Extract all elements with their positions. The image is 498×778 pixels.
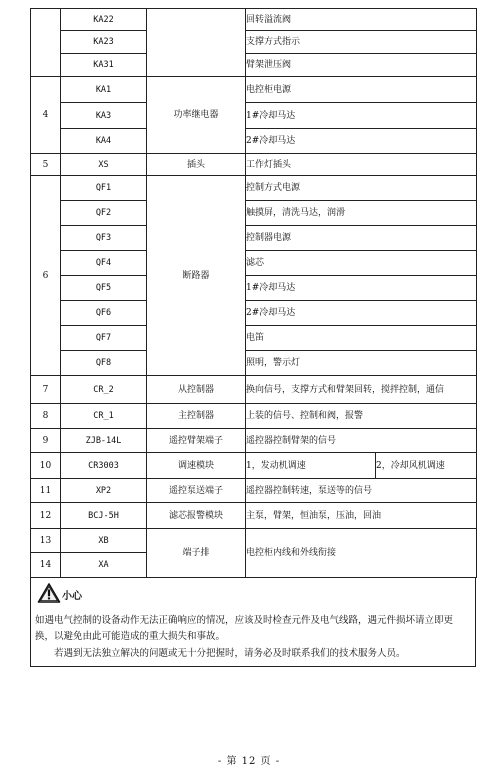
table-row (31, 479, 477, 503)
table-row (31, 103, 477, 129)
row-number-cell: 10 (31, 453, 61, 479)
name-cell: 主控制器 (147, 404, 246, 429)
caution-paragraph-1: 如遇电气控制的设备动作无法正确响应的情况，应该及时检查元件及电气线路，遇元件损坏请立即更换，以避免由此可能造成的重大损失和事故。 (35, 615, 454, 642)
description-cell: 主泵，臂架，恒油泵，压油，回油 (246, 503, 477, 529)
caution-paragraph-2: 若遇到无法独立解决的问题或无十分把握时，请务必及时联系我们的技术服务人员。 (54, 648, 406, 659)
code-cell: CR3003 (61, 453, 147, 479)
table-row (31, 404, 477, 429)
table-row (31, 453, 477, 479)
code-cell: QF8 (61, 351, 147, 376)
description-cell: 电控柜内线和外线衔接 (246, 529, 477, 578)
table-row (31, 201, 477, 226)
row-number-cell: 4 (31, 77, 61, 154)
row-number-cell: 7 (31, 376, 61, 404)
code-cell: XA (61, 553, 147, 578)
name-cell: 滤芯报警模块 (147, 503, 246, 529)
description-cell: 2#冷却马达 (246, 301, 477, 326)
code-cell: XS (61, 154, 147, 176)
description-cell: 1，发动机调速 (246, 453, 376, 479)
table-row (31, 351, 477, 376)
code-cell: QF1 (61, 176, 147, 201)
code-cell: KA4 (61, 129, 147, 154)
description-cell-secondary: 2，冷却风机调速 (376, 453, 477, 479)
description-cell: 支撑方式指示 (246, 31, 477, 54)
code-cell: XB (61, 529, 147, 553)
table-row (31, 176, 477, 201)
table-row (31, 429, 477, 453)
component-table-section (30, 8, 476, 667)
code-cell: QF7 (61, 326, 147, 351)
row-number-cell: 5 (31, 154, 61, 176)
name-cell: 遥控臂架端子 (147, 429, 246, 453)
code-cell: KA23 (61, 31, 147, 54)
table-row (31, 77, 477, 103)
table-row (31, 226, 477, 251)
row-number-cell: 14 (31, 553, 61, 578)
component-table (30, 8, 477, 578)
name-cell: 插头 (147, 154, 246, 176)
code-cell: KA3 (61, 103, 147, 129)
warning-triangle-icon (37, 582, 61, 604)
table-row (31, 154, 477, 176)
table-row (31, 301, 477, 326)
table-row (31, 54, 477, 77)
description-cell: 工作灯插头 (246, 154, 477, 176)
row-number-cell: 12 (31, 503, 61, 529)
table-row (31, 326, 477, 351)
table-row (31, 129, 477, 154)
row-number-cell: 8 (31, 404, 61, 429)
description-cell: 臂架泄压阀 (246, 54, 477, 77)
name-cell (147, 9, 246, 77)
caution-label: 小心 (62, 591, 82, 602)
code-cell: QF3 (61, 226, 147, 251)
name-cell: 功率继电器 (147, 77, 246, 154)
caution-note (30, 578, 476, 667)
caution-header (37, 582, 82, 604)
description-cell: 回转溢流阀 (246, 9, 477, 31)
code-cell: ZJB-14L (61, 429, 147, 453)
description-cell: 遥控器控制转速，泵送等的信号 (246, 479, 477, 503)
code-cell: CR_1 (61, 404, 147, 429)
description-cell: 换向信号，支撑方式和臂架回转，搅拌控制，通信 (246, 376, 477, 404)
description-cell: 2#冷却马达 (246, 129, 477, 154)
table-row (31, 9, 477, 31)
description-cell: 触摸屏，清洗马达，润滑 (246, 201, 477, 226)
description-cell: 1#冷却马达 (246, 276, 477, 301)
row-number-cell: 9 (31, 429, 61, 453)
table-row (31, 376, 477, 404)
name-cell: 从控制器 (147, 376, 246, 404)
description-cell: 电笛 (246, 326, 477, 351)
row-number-cell: 6 (31, 176, 61, 376)
code-cell: QF4 (61, 251, 147, 276)
name-cell: 断路器 (147, 176, 246, 376)
code-cell: BCJ-5H (61, 503, 147, 529)
row-number-cell: 11 (31, 479, 61, 503)
description-cell: 控制器电源 (246, 226, 477, 251)
code-cell: QF5 (61, 276, 147, 301)
code-cell: CR_2 (61, 376, 147, 404)
description-cell: 控制方式电源 (246, 176, 477, 201)
name-cell: 遥控泵送端子 (147, 479, 246, 503)
table-row (31, 251, 477, 276)
row-number-cell: 13 (31, 529, 61, 553)
table-row (31, 31, 477, 54)
code-cell: KA1 (61, 77, 147, 103)
description-cell: 滤芯 (246, 251, 477, 276)
code-cell: QF2 (61, 201, 147, 226)
page-number: - 第 12 页 - (217, 756, 281, 767)
table-row (31, 503, 477, 529)
description-cell: 照明，警示灯 (246, 351, 477, 376)
table-row (31, 529, 477, 553)
description-cell: 电控柜电源 (246, 77, 477, 103)
code-cell: KA22 (61, 9, 147, 31)
table-row (31, 276, 477, 301)
description-cell: 1#冷却马达 (246, 103, 477, 129)
name-cell: 调速模块 (147, 453, 246, 479)
code-cell: XP2 (61, 479, 147, 503)
code-cell: KA31 (61, 54, 147, 77)
row-number-cell (31, 9, 61, 77)
name-cell: 端子排 (147, 529, 246, 578)
code-cell: QF6 (61, 301, 147, 326)
description-cell: 上装的信号、控制和阀，报警 (246, 404, 477, 429)
description-cell: 遥控器控制臂架的信号 (246, 429, 477, 453)
